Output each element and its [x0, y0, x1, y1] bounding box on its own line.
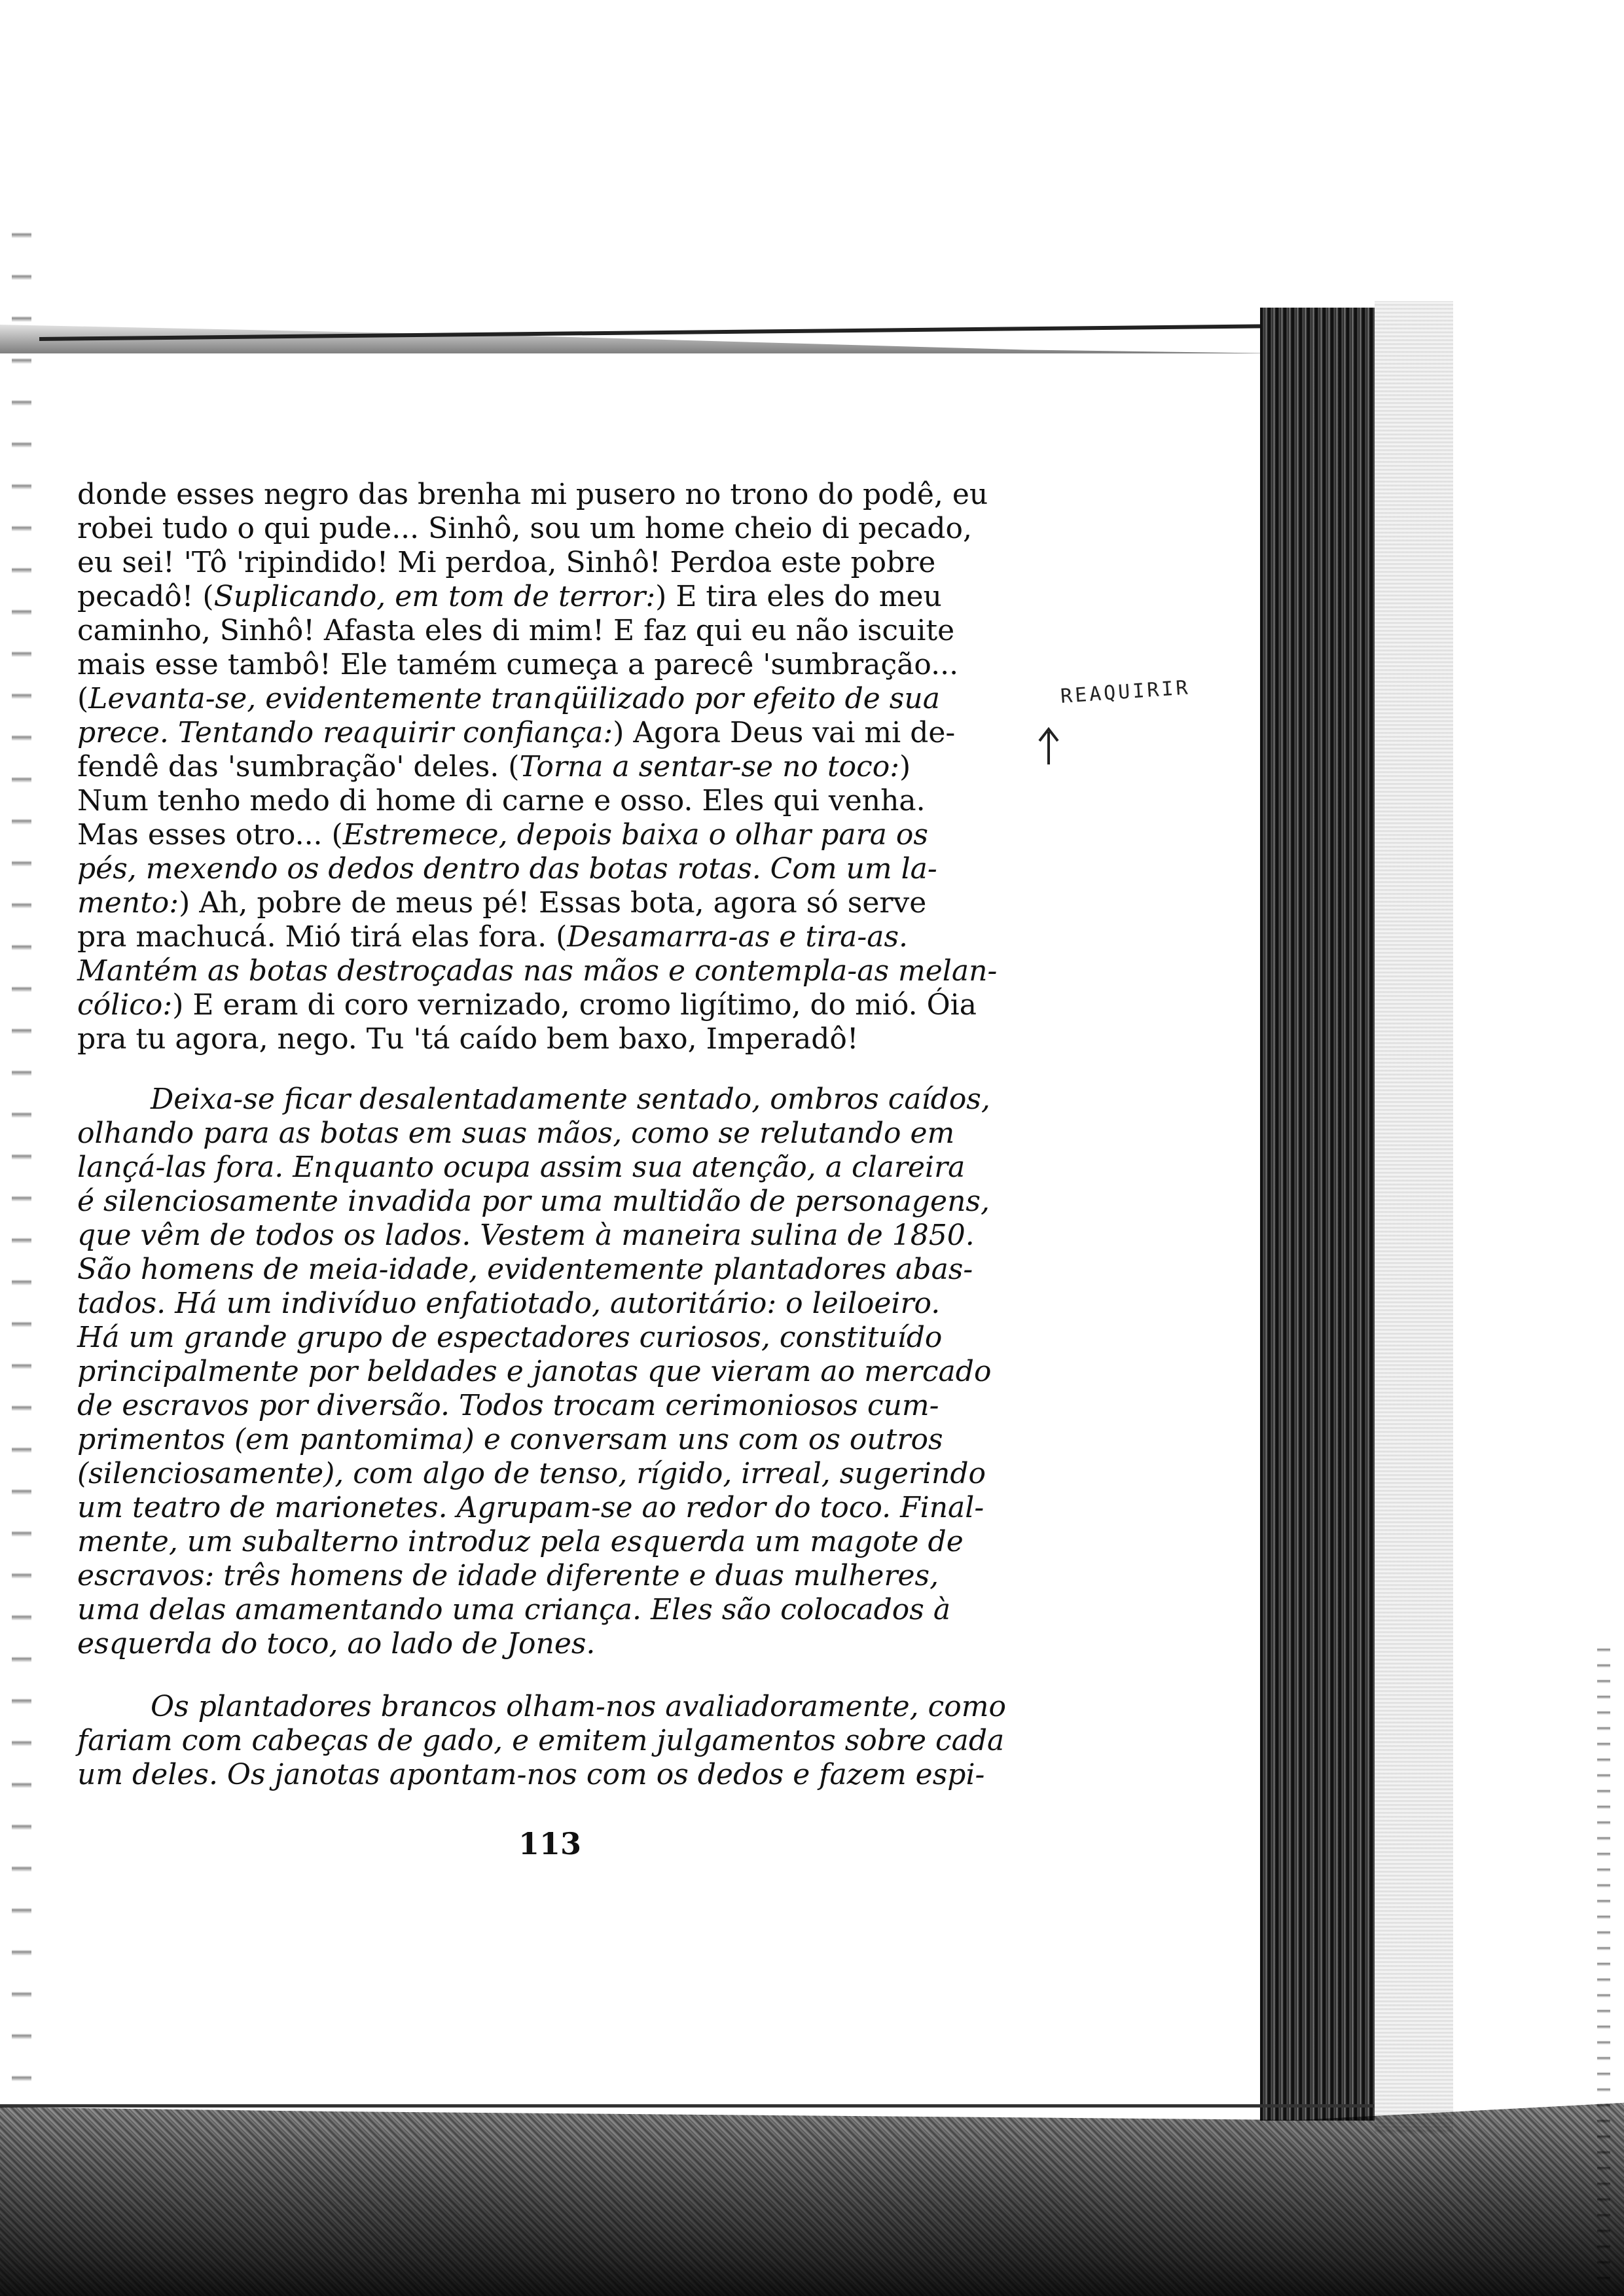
text-line: escravos: três homens de idade diferente e duas mulheres,: [77, 1559, 939, 1592]
text-line: olhando para as botas em suas mãos, como se relutando em: [77, 1117, 955, 1150]
text-line: São homens de meia-idade, evidentemente plantadores abas-: [77, 1253, 973, 1286]
book-binding-edge: [1260, 308, 1375, 2121]
stage-direction: cólico:: [77, 988, 173, 1022]
text-line: caminho, Sinhô! Afasta eles di mim! E faz qui eu não iscuite: [77, 614, 955, 647]
text-line: donde esses negro das brenha mi pusero no trono do podê, eu: [77, 478, 988, 511]
stage-direction: Mantém as botas destroçadas nas mãos e contempla-as melan-: [77, 954, 998, 988]
paragraph-spacer: [77, 1056, 1007, 1083]
text-line: uma delas amamentando uma criança. Eles são colocados à: [77, 1593, 951, 1626]
text-line: Há um grande grupo de espectadores curiosos, constituído: [77, 1321, 943, 1354]
stage-direction: Estremece, depois baixa o olhar para os: [342, 818, 928, 852]
text-line: primentos (em pantomima) e conversam uns com os outros: [77, 1423, 943, 1456]
text-line: mais esse tambô! Ele tamém cumeça a parecê 'sumbração...: [77, 648, 959, 681]
page-top-shadow: [0, 281, 1283, 353]
stage-direction: pés, mexendo os dedos dentro das botas rotas. Com um la-: [77, 852, 937, 886]
text-line: de escravos por diversão. Todos trocam cerimoniosos cum-: [77, 1389, 939, 1422]
text-line: pra tu agora, nego. Tu 'tá caído bem baxo, Imperadô!: [77, 1022, 859, 1056]
book-binding-shadow: [1375, 301, 1453, 2134]
text-line: pra machucá. Mió tirá elas fora. (: [77, 920, 568, 954]
text-line: Mas esses otro... (: [77, 818, 343, 852]
text-line: é silenciosamente invadida por uma multidão de personagens,: [77, 1185, 990, 1218]
text-line: pecadô!: [77, 580, 203, 613]
text-line: um teatro de marionetes. Agrupam-se ao redor do toco. Final-: [77, 1491, 984, 1524]
text-line: esquerda do toco, ao lado de Jones.: [77, 1627, 596, 1660]
text-line: ) Ah, pobre de meus pé! Essas bota, agora só serve: [179, 886, 927, 920]
scan-margin-marks: [12, 196, 31, 2094]
text-line: robei tudo o qui pude... Sinhô, sou um home cheio di pecado,: [77, 512, 973, 545]
stage-direction: Levanta-se, evidentemente tranqüilizado por efeito de sua: [88, 682, 940, 715]
stage-direction: Suplicando, em tom de terror:: [213, 580, 656, 613]
text-line: mente, um subalterno introduz pela esquerda um magote de: [77, 1525, 964, 1558]
paragraph-stage-direction: [77, 1690, 1007, 1792]
stage-direction: prece. Tentando reaquirir confiança:: [77, 716, 613, 749]
text-line: fariam com cabeças de gado, e emitem julgamentos sobre cada: [77, 1724, 1005, 1757]
handwritten-arrow-icon: [1034, 726, 1063, 766]
page-number: 113: [518, 1826, 582, 1861]
text-line: ) E tira eles do meu: [655, 580, 942, 613]
text-line: fendê das 'sumbração' deles. (: [77, 750, 520, 783]
stage-direction: mento:: [77, 886, 179, 920]
paragraph-stage-direction: [77, 1083, 1007, 1661]
text-line: que vêm de todos os lados. Vestem à maneira sulina de 1850.: [77, 1219, 975, 1252]
body-text: [77, 478, 1007, 1792]
text-line: Deixa-se ficar desalentadamente sentado, ombros caídos,: [151, 1083, 990, 1116]
text-line: tados. Há um indivíduo enfatiotado, autoritário: o leiloeiro.: [77, 1287, 941, 1320]
paragraph-spacer: [77, 1661, 1007, 1690]
stage-direction: Desamarra-as e tira-as.: [567, 920, 909, 954]
text-line: lançá-las fora. Enquanto ocupa assim sua atenção, a clareira: [77, 1151, 965, 1184]
text-line: um deles. Os janotas apontam-nos com os dedos e fazem espi-: [77, 1758, 985, 1791]
paragraph-dialogue: donde esses negro das brenha mi pusero no trono do podê, eu robei tudo o qui pude... Sinhô, sou um home cheio di pecado, eu sei! 'Tô 'ripindido! Mi perdoa, Sinhô! Perdoa este pobre pecadô! (Suplicando, em tom de terror:) E tira eles do meu caminho, Sinhô! Afasta eles di mim! E faz qui eu não iscuite mais esse tambô! Ele tamém cumeça a parecê 'sumbração... (Levanta-se, evidentemente tranqüilizado por efeito de sua prece. Tentando reaquirir confiança:) Agora Deus vai mi de- fendê das 'sumbração' deles. (Torna a sentar-se no toco:) Num tenho medo di home di carne e osso. Eles qui venha. Mas esses otro... (Estremece, depois baixa o olhar para os pés, mexendo os dedos dentro das botas rotas. Com um la- mento:) Ah, pobre de meus pé! Essas bota, agora só serve pra machucá. Mió tirá elas fora. (Desamarra-as e tira-as. Mantém as botas destroçadas nas mãos e contempla-as melan- cólico:) E eram di coro vernizado, cromo ligítimo, do mió. Óia pra tu agora, nego. Tu 'tá caído bem baxo, Imperadô!: [77, 478, 998, 1056]
text-line: Os plantadores brancos olham-nos avaliadoramente, como: [151, 1690, 1007, 1723]
stage-direction: Torna a sentar-se no toco:: [519, 750, 900, 783]
text-line: ) E eram di coro vernizado, cromo ligítimo, do mió. Óia: [172, 988, 977, 1022]
page-bottom-edge: [0, 2104, 1375, 2108]
handwritten-margin-note: REAQUIRIR: [1060, 676, 1191, 708]
text-line: ): [899, 750, 911, 783]
text-line: Num tenho medo di home di carne e osso. Eles qui venha.: [77, 784, 926, 817]
text-line: ) Agora Deus vai mi de-: [613, 716, 956, 749]
text-line: principalmente por beldades e janotas que vieram ao mercado: [77, 1355, 992, 1388]
text-line: eu sei! 'Tô 'ripindido! Mi perdoa, Sinhô! Perdoa este pobre: [77, 546, 936, 579]
text-line: (silenciosamente), com algo de tenso, rígido, irreal, sugerindo: [77, 1457, 986, 1490]
scan-edge-marks: [1597, 1636, 1610, 2291]
